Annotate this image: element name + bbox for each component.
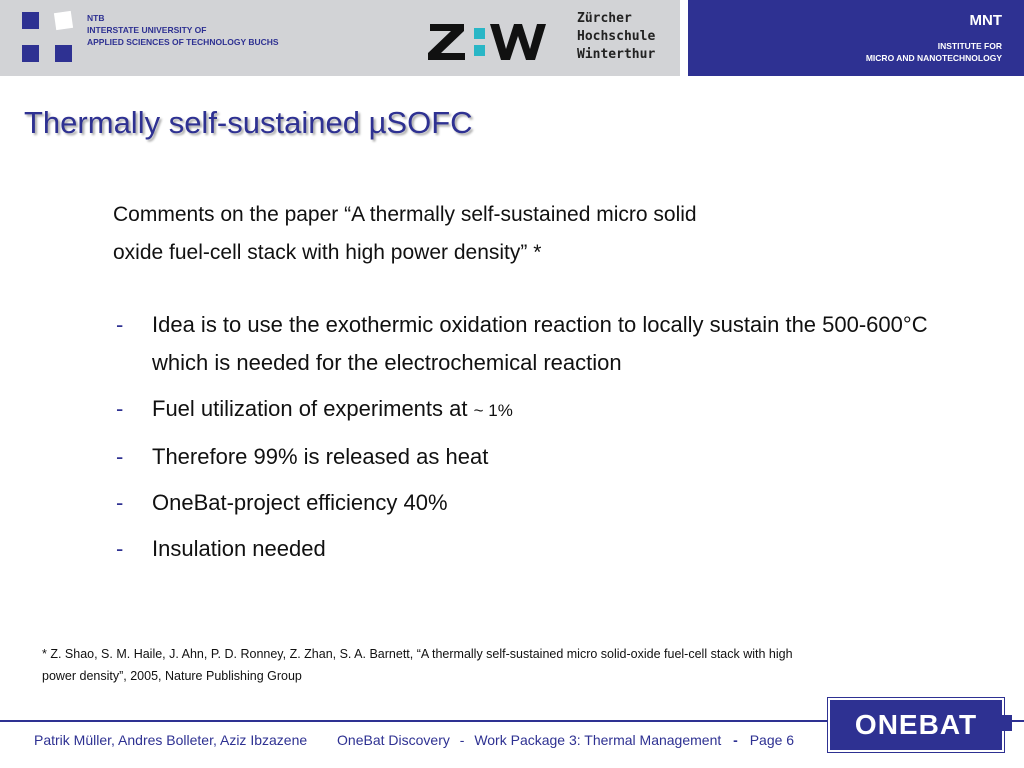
zhw-logo-icon [428, 22, 558, 62]
bullet-item [116, 390, 946, 430]
slide-header [0, 0, 1024, 76]
bullet-item [116, 438, 946, 476]
bullet-dash: - [116, 444, 124, 469]
bullet-text: Insulation needed [152, 536, 326, 561]
slide-title: Thermally self-sustained µSOFC [24, 105, 473, 140]
bullet-list [116, 306, 946, 576]
footer-project: OneBat Discovery [337, 732, 450, 748]
ntb-abbrev: NTB [87, 13, 105, 23]
intro-line-1: Comments on the paper “A thermally self-sustained micro solid [113, 203, 697, 226]
footer-authors: Patrik Müller, Andres Bolleter, Aziz Ibzazene [34, 732, 308, 748]
bullet-item [116, 484, 946, 522]
zhw-line-1: Zürcher [577, 11, 632, 26]
header-divider [680, 0, 688, 76]
mnt-institute [866, 40, 1002, 64]
ntb-name [87, 12, 279, 48]
intro-line-2: oxide fuel-cell stack with high power density” * [113, 241, 542, 264]
bullet-text: OneBat-project efficiency 40% [152, 490, 448, 515]
mnt-line-2: MICRO AND NANOTECHNOLOGY [865, 53, 1002, 63]
footnote-line-1: * Z. Shao, S. M. Haile, J. Ahn, P. D. Ronney, Z. Zhan, S. A. Barnett, “A thermally self-sustained micro solid-oxide fuel-cell stack with high [42, 647, 793, 661]
slide-footer [34, 732, 820, 748]
mnt-label: MNT [969, 12, 1002, 29]
footnote-line-2: power density”, 2005, Nature Publishing Group [42, 669, 302, 683]
bullet-item [116, 530, 946, 568]
onebat-logo-tab [1002, 715, 1012, 731]
footer-separator: - [733, 732, 738, 748]
footer-separator: - [459, 732, 465, 748]
zhw-line-3: Winterthur [577, 47, 656, 62]
bullet-dash: - [116, 536, 124, 561]
bullet-dash: - [116, 312, 124, 337]
zhw-name [577, 10, 655, 64]
bullet-text: Therefore 99% is released as heat [152, 444, 489, 469]
ntb-logo-icon [22, 12, 76, 62]
ntb-line-2: APPLIED SCIENCES OF TECHNOLOGY BUCHS [87, 37, 279, 47]
bullet-text: Fuel utilization of experiments at [152, 396, 474, 421]
footer-work-package: Work Package 3: Thermal Management [474, 732, 722, 748]
bullet-item [116, 306, 946, 382]
bullet-dash: - [116, 396, 124, 421]
bullet-text: Idea is to use the exothermic oxidation reaction to locally sustain the 500-600°C which is needed for the electrochemical reaction [152, 312, 928, 375]
reference-footnote [42, 643, 942, 687]
bullet-value: ~ 1% [473, 401, 513, 420]
onebat-logo: ONEBAT [828, 698, 1004, 752]
mnt-line-1: INSTITUTE FOR [937, 41, 1002, 51]
zhw-line-2: Hochschule [577, 29, 656, 44]
bullet-dash: - [116, 490, 124, 515]
ntb-line-1: INTERSTATE UNIVERSITY OF [87, 25, 207, 35]
intro-text [113, 196, 873, 272]
footer-page-number: Page 6 [749, 732, 795, 748]
